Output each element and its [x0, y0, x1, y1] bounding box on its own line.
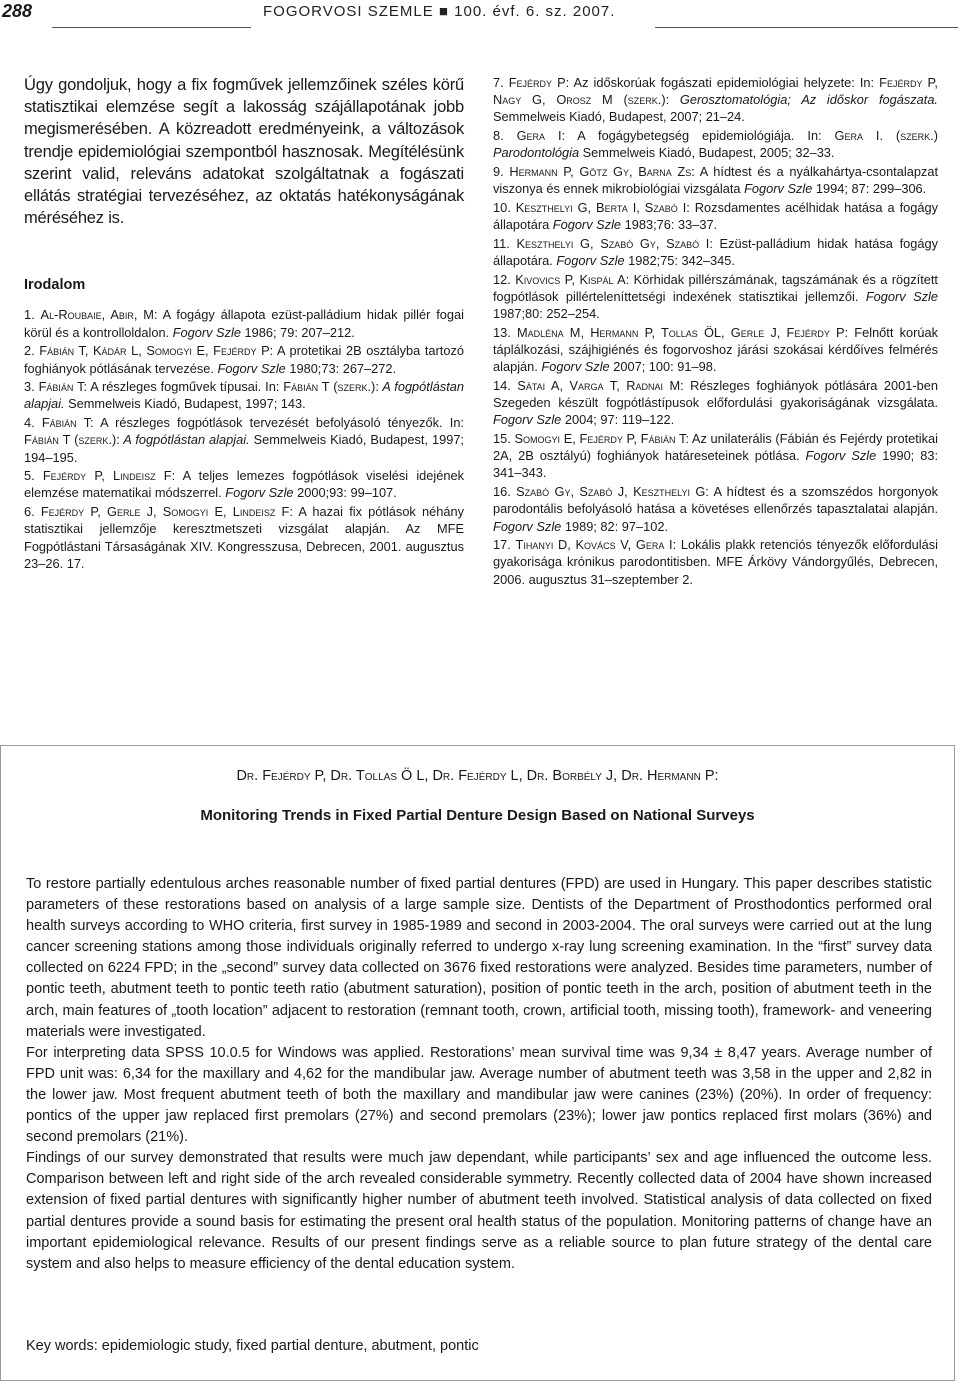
reference-journal: Fogorv Szle — [805, 448, 877, 464]
reference-journal: Fogorv Szle — [493, 412, 562, 428]
reference-authors: Fábián T: — [41, 415, 94, 431]
reference-text: A fogágy állapota ezüst-palládium hidak pillér fogai körül és a kontrolloldalon. — [24, 307, 464, 340]
reference-journal: Fogorv Szle — [493, 518, 562, 534]
references-heading: Irodalom — [24, 277, 86, 294]
abstract-body — [26, 874, 932, 1275]
reference-item — [24, 378, 464, 412]
reference-item — [24, 306, 464, 340]
reference-text: 10. — [493, 199, 516, 215]
reference-journal: A fogpótlástan alapjai. — [24, 379, 464, 412]
reference-text: A hídtest és a nyálkahártya-csontalapzat viszonya és ennek mikrobiológiai vizsgálata — [493, 164, 939, 197]
reference-authors: Madléna M, Hermann P, Tollas ÖL, Gerle J, Fejérdy P: — [516, 324, 849, 340]
reference-text: Semmelweis Kiadó, Budapest, 1997; 143. — [64, 396, 306, 412]
reference-text: 1. — [24, 307, 41, 323]
reference-text: Semmelweis Kiadó, Budapest, 2005; 32–33. — [579, 145, 835, 161]
reference-text: 4. — [24, 415, 42, 431]
reference-item — [493, 324, 938, 376]
reference-text: Az unilaterális (Fábián és Fejérdy protetikai 2A, 2B osztályú) foghiányok határeseteinek pótlása. — [493, 431, 938, 464]
abstract-authors: Dr. Fejérdy P, Dr. Tollas Ö L, Dr. Fejérdy L, Dr. Borbély J, Dr. Hermann P: — [236, 768, 719, 784]
abstract-paragraph: To restore partially edentulous arches reasonable number of fixed partial dentures (FPD) are used in Hungary. This paper describes statistic parameters of these restorations based on analysis of a large sample size. Dentists of the Department of Prosthodontics performed oral health surveys according to WHO criteria, first survey in 1985-1989 and second in 2003-2004. The oral surveys were carried out at the lung cancer screening stations among those individuals originally referred to undergo x-ray lung screening examination. In the “first” survey data collected on 6224 FPD; in the „second” survey data collected on 3676 fixed restorations were analyzed. Besides time parameters, number of pontic teeth, abutment teeth to pontic teeth ratio (abutment saturation), position of pontic teeth in the arch, position of abutment teeth in the arch, main features of „tooth location” adjacent to restoration (remnant tooth, crown, artificial tooth, missing tooth), framework- and veneering materials were investigated. — [26, 876, 932, 1040]
reference-journal: Fogorv Szle — [744, 181, 813, 197]
page-header — [0, 0, 960, 32]
reference-text: 1990; 83: 341–343. — [493, 448, 938, 481]
reference-text: 1986; 79: 207–212. — [240, 324, 355, 340]
reference-item — [493, 127, 938, 161]
reference-text: 1983;76: 33–37. — [621, 217, 718, 233]
reference-journal: Fogorv Szle — [172, 324, 241, 340]
reference-text: Semmelweis Kiadó, Budapest, 1997; 194–195. — [24, 432, 464, 465]
reference-text: A fogágybetegség epidemiológiája. In: — [565, 128, 835, 144]
reference-authors: Somogyi E, Fejérdy P, Fábián T: — [514, 431, 689, 447]
reference-text: 3. — [24, 379, 39, 395]
reference-authors: Keszthelyi G, Berta I, Szabó I: — [515, 199, 690, 215]
reference-item — [493, 430, 938, 482]
reference-item — [24, 414, 464, 466]
intro-paragraph: Úgy gondoljuk, hogy a fix fogművek jellemzőinek széles körű statisztikai elemzése segít a lakosság szájállapotának jobb megismerésében. A közreadott eredményeink, a változások trendje epidemiológiai szempontból hasznosak. Megítélésünk szerint valid, releváns adatokat szolgáltatnak a fogászati ellátás stratégiai tervezéséhez, az oktatás hatékonyságának méréséhez is. — [24, 76, 464, 228]
abstract-title: Monitoring Trends in Fixed Partial Denture Design Based on National Surveys — [200, 807, 755, 824]
reference-authors: Fábián T (szerk.): — [24, 432, 120, 448]
page-number: 288 — [2, 1, 33, 21]
reference-text: Felnőtt korúak táplálkozási, szájhigiénés és fogorvoshoz járási szokásai kérdőíves felmérés alapján. — [493, 324, 938, 375]
reference-text: 14. — [493, 377, 518, 393]
reference-text: 8. — [493, 128, 517, 144]
reference-item — [24, 503, 464, 572]
reference-text: 1980;73: 267–272. — [285, 360, 397, 376]
reference-text: 12. — [493, 271, 516, 287]
reference-text: 7. — [493, 75, 509, 90]
english-abstract-box — [0, 745, 955, 1381]
reference-journal: Fogorv Szle — [541, 359, 610, 375]
reference-text: 2000;93: 99–107. — [293, 485, 397, 501]
reference-journal: Fogorv Szle — [556, 253, 625, 269]
reference-text: 1987;80: 252–254. — [493, 306, 600, 322]
reference-text: Részleges foghiányok pótlására 2001-ben Szegeden készült fogpótlástípusok előfordulási gyakoriságának vizsgálata. — [493, 377, 938, 411]
reference-authors: Szabó Gy, Szabó J, Keszthelyi G: — [516, 484, 709, 500]
reference-authors: Fábián T (szerk.): — [283, 379, 379, 395]
reference-journal: Fogorv Szle — [225, 485, 294, 501]
reference-text: 2007; 100: 91–98. — [609, 359, 717, 375]
reference-journal: Fogorv Szle — [217, 360, 286, 376]
reference-item — [493, 199, 938, 233]
reference-journal: Gerosztomatológia; Az időskor fogászata. — [669, 92, 938, 108]
right-column — [493, 74, 938, 589]
reference-text: A teljes lemezes fogpótlások viselési idejének elemzése matematikai módszerrel. — [24, 468, 464, 501]
reference-journal: Parodontológia — [493, 145, 580, 161]
reference-text: Semmelweis Kiadó, Budapest, 2007; 21–24. — [493, 109, 745, 125]
reference-authors: Hermann P, Götz Gy, Barna Zs: — [509, 164, 695, 180]
reference-text: Az időskorúak fogászati epidemiológiai helyzete: In: — [569, 75, 880, 90]
reference-item — [24, 467, 464, 501]
reference-text: A protetikai 2B osztályba tartozó foghiányok pótlásának tervezése. — [24, 343, 464, 376]
reference-item — [24, 342, 464, 376]
reference-text: 2004; 97: 119–122. — [561, 412, 675, 428]
reference-text: A részleges fogművek típusai. In: — [87, 379, 284, 395]
reference-authors: Fábián T: — [38, 379, 88, 395]
reference-list-left — [24, 306, 464, 572]
reference-text: 9. — [493, 164, 510, 180]
header-rule-right — [655, 27, 958, 28]
reference-text: Ezüst-palládium hidak hatása fogágy állapotára. — [493, 235, 938, 269]
abstract-paragraph: For interpreting data SPSS 10.0.5 for Windows was applied. Restorations’ mean survival time was 9,34 ± 8,47 years. Average number of FPD unit was: 6,34 for the maxillary and 4,62 for the mandibular jaw. Average number of abutment teeth was 3,58 in the upper and 2,82 in the lower jaw. Most frequent abutment teeth of both the maxillary and mandibular jaw were canines (23%) (20%). In order of frequency: pontics of the upper jaw replaced first premolars (27%) and second premolars (23%); lower jaw pontics replaced first molars (36%) and second premolars (21%). — [26, 1044, 932, 1146]
reference-text: Lokális plakk retenciós tényezők előfordulási gyakorisága krónikus parodontitisben. MFE Árkövy Vándorgyűlés, Debrecen, 2006. augusztus 31–szeptember 2. — [493, 537, 938, 587]
reference-list-right — [493, 74, 938, 588]
reference-text: 1994; 87: 299–306. — [812, 181, 927, 197]
reference-item — [493, 235, 938, 269]
reference-text: A részleges fogpótlások tervezését befolyásoló tényezők. In: — [93, 415, 464, 431]
reference-item — [493, 377, 938, 429]
reference-text: 15. — [493, 431, 515, 447]
reference-authors: Al-Roubaie, Abir, M: — [40, 307, 158, 323]
reference-text: 6. — [24, 504, 41, 520]
reference-authors: Kivovics P, Kispál A: — [515, 271, 630, 287]
reference-journal: Fogorv Szle — [865, 288, 938, 304]
reference-authors: Keszthelyi G, Szabó Gy, Szabó I: — [516, 235, 713, 251]
journal-title: FOGORVOSI SZEMLE ■ 100. évf. 6. sz. 2007. — [263, 3, 616, 20]
reference-text: 16. — [493, 484, 517, 500]
reference-authors: Fejérdy P, Nagy G, Orosz M (szerk.): — [493, 75, 938, 108]
reference-authors: Sátai A, Varga T, Radnai M: — [517, 377, 684, 393]
left-column — [24, 74, 464, 573]
reference-authors: Fejérdy P: — [508, 75, 570, 90]
reference-journal: Fogorv Szle — [552, 217, 622, 233]
reference-text: 1989; 82: 97–102. — [561, 518, 669, 534]
reference-text: Rozsdamentes acélhidak hatása a fogágy állapotára — [493, 199, 938, 233]
reference-authors: Gera I: — [516, 128, 566, 144]
reference-item — [493, 163, 938, 197]
reference-item — [493, 74, 938, 126]
reference-text: 5. — [24, 468, 43, 484]
reference-journal: A fogpótlástan alapjai. — [119, 432, 250, 448]
reference-authors: Tihanyi D, Kovács V, Gera I: — [515, 537, 677, 553]
reference-authors: Fejérdy P, Lindeisz F: — [42, 468, 176, 484]
reference-text: A hídtest és a szomszédos horgonyok parodontális befolyásoló hatása a követéses ellenőrzés tapasztalatai alapján. — [493, 484, 938, 517]
reference-text: Körhidak pillérszámának, tagszámának és a rögzített fogpótlások pillérteleníttetségi indexének statisztikai jellemzői. — [493, 271, 938, 304]
reference-item — [493, 271, 938, 323]
reference-item — [493, 483, 938, 535]
reference-text: 2. — [24, 343, 40, 359]
reference-item — [493, 536, 938, 588]
abstract-paragraph: Findings of our survey demonstrated that results were much jaw dependant, while participants’ sex and age influenced the outcome less. Comparison between left and right side of the arch revealed considerable symmetry. Recently collected data of 2004 have shown increased extension of fixed partial dentures with significantly higher number of abutment teeth involved. Statistical analysis of data collected on fixed partial dentures provide a sound basis for estimating the present oral health status of the population. Monitoring patterns of change have an important epidemiological relevance. Results of our present findings serve as a reliable source to plan future strategy of the dental care system and also helps to measure efficiency of the dental education system. — [26, 1150, 932, 1272]
reference-authors: Fejérdy P, Gerle J, Somogyi E, Lindeisz F: — [40, 504, 293, 520]
reference-text: 17. — [493, 537, 516, 553]
reference-authors: Fábián T, Kádár L, Somogyi E, Fejérdy P: — [39, 343, 274, 359]
reference-authors: Gera I. (szerk.) — [834, 128, 938, 144]
reference-text: 13. — [493, 324, 517, 340]
header-rule-left — [52, 27, 251, 28]
abstract-keywords: Key words: epidemiologic study, fixed partial denture, abutment, pontic — [26, 1338, 479, 1354]
reference-text: A hazai fix pótlások néhány statisztikai jellemzője keresztmetszeti vizsgálat alapján. Az MFE Fogpótlástani Társaságának XIV. Kongresszusa, Debrecen, 2001. augusztus 23–26. 17. — [24, 504, 464, 571]
reference-text: 1982;75: 342–345. — [624, 253, 735, 269]
reference-text: 11. — [493, 235, 517, 251]
